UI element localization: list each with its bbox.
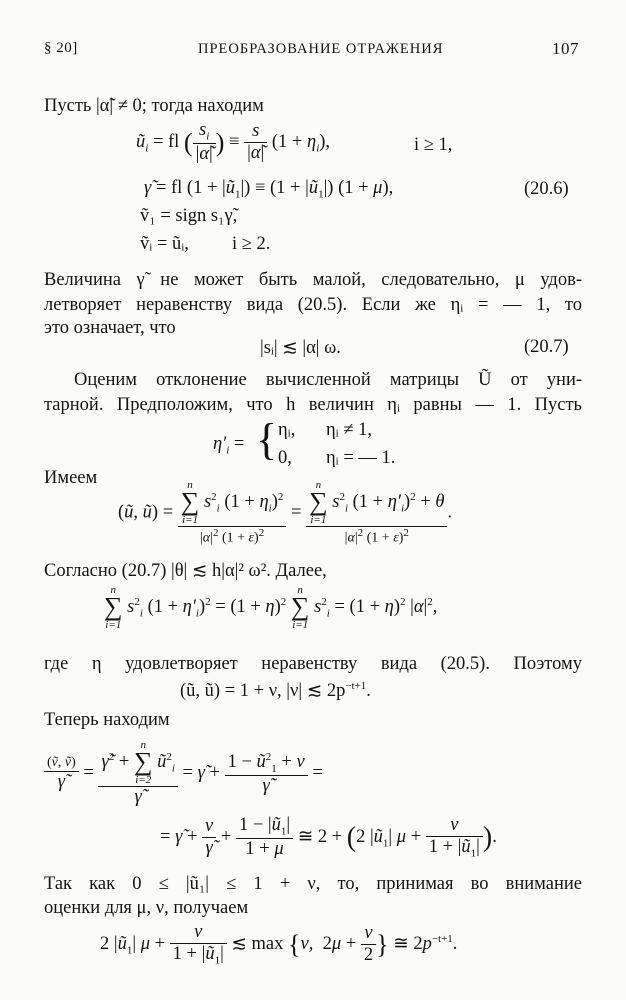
equation-eta-case1: ηᵢ, [278, 420, 296, 440]
equation-gamma-tilde: γ̃ = fl $(1 + |ũ_1|) \equiv (1$ + $|ũ_1|$) (1 + μ), [144, 178, 394, 201]
equation-vi: ṽᵢ = ũᵢ, [140, 234, 189, 254]
equation-estimate-chain: = γ̃ + $\frac{\nu}{\gammã}$ + $\frac{1 - |ũ_1|}{1 + \mu}$ ≅ 2 + (2 $|ũ_1|$ μ + $\frac{\nu}{1 + |ũ_1|}$ ). [160, 815, 497, 860]
brace-symbol: { [256, 415, 278, 464]
equation-vi-condition: i ≥ 2. [232, 234, 271, 254]
section-ref: § 20] [44, 40, 78, 56]
equation-v1: ṽ₁ = sign s₁γ̃, [140, 206, 238, 226]
equation-v-v-ratio: $\frac{\text{(ṽ, ṽ)}}{\gammã}$ = γ̃$^2$ + n ∑ i=2 $ũ^2_i$ γ̃ = γ̃ + $\frac{1 - ũ^2_1 + \nu}{\gammã}$ = [44, 740, 323, 808]
paragraph-teper: Теперь находим [44, 710, 170, 730]
equation-eta-case1-cond: ηᵢ ≠ 1, [326, 420, 372, 440]
paragraph-intro: Пусть |α̃| ≠ 0; тогда находим [44, 96, 264, 116]
paragraph-imeem: Имеем [44, 468, 98, 488]
final-exponent: −t+1 [431, 932, 453, 945]
equation-condition-1: i ≥ 1, [414, 135, 453, 155]
paragraph-eta: где η удовлетворяет неравенству вида (20.5). Поэтому [44, 654, 582, 674]
equation-final-bound: 2 $|ũ_1|$ μ + $\frac{\nu}{1 + |ũ_1|}$ ≲ max {ν, 2μ + $\frac{\nu}{2}$ } ≅ $2p^{-t+1}$. [100, 922, 458, 967]
paragraph-gamma: Величина γ̃ не может быть малой, следовательно, μ удов- [44, 270, 582, 290]
equation-uu-exponent: −t+1 [345, 680, 367, 692]
paragraph-soglasno: Согласно (20.7) |θ| ≲ h|α|² ω². Далее, [44, 561, 327, 581]
equation-label-20-6: (20.6) [524, 179, 569, 199]
equation-uu-result-text: (ũ, ũ) = 1 + ν, |ν| ≲ 2p [180, 681, 346, 702]
paragraph-gamma-3: это означает, что [44, 318, 176, 338]
paragraph-unitary: Оценим отклонение вычисленной матрицы Ũ от уни- [74, 370, 582, 390]
equation-eta-case2: 0, [278, 448, 292, 468]
page-number: 107 [552, 39, 579, 58]
paragraph-tak-kak-2: оценки для μ, ν, получаем [44, 898, 249, 918]
paragraph-tak-kak: Так как 0 ≤ |ũ₁| ≤ 1 + ν, то, принимая во внимание [44, 874, 582, 894]
equation-u-tilde: $ũ_i$ = fl ( $\frac{s_i}{|\alphã|}$ ) ≡ $\frac{s}{|\alphã|}$ $(1 + \eta_i)$, [136, 120, 331, 165]
equation-uu-big: (ũ, ũ) = n ∑ i=1 $s^2_i$ $(1 + \eta_i)^2$ $|\alpha|^2$ $(1 + \varepsilon)^2$ = n ∑ i=1 $s^2_i$ $(1 + \eta'_i)^2 + \theta$ $|\alpha|^2$ $(1 + \varepsilon)^2$ . [118, 479, 453, 546]
equation-label-20-7: (20.7) [524, 337, 569, 357]
paragraph-unitary-2: тарной. Предположим, что h величин ηᵢ равны — 1. Пусть [44, 395, 582, 415]
equation-eta-prime-lhs: $\eta'_i$ = [213, 434, 245, 457]
equation-20-7: |sᵢ| ≲ |α| ω. [260, 338, 341, 358]
running-title: ПРЕОБРАЗОВАНИЕ ОТРАЖЕНИЯ [198, 41, 444, 57]
paragraph-gamma-2: летворяет неравенству вида (20.5). Если же ηᵢ = — 1, то [44, 295, 582, 315]
equation-uu-result: (ũ, ũ) = 1 + ν, |ν| ≲ $2p^{-t+1}$. [180, 680, 371, 702]
equation-eta-case2-cond: ηᵢ = — 1. [326, 448, 396, 468]
equation-sum-identity: n ∑ i=1 $s^2_i$ $(1 + \eta'_i)^2 = (1 + \eta)^2$ n ∑ i=1 $s^2_i = (1 + \eta)^2$ $|\alpha|^2$, [104, 584, 438, 632]
